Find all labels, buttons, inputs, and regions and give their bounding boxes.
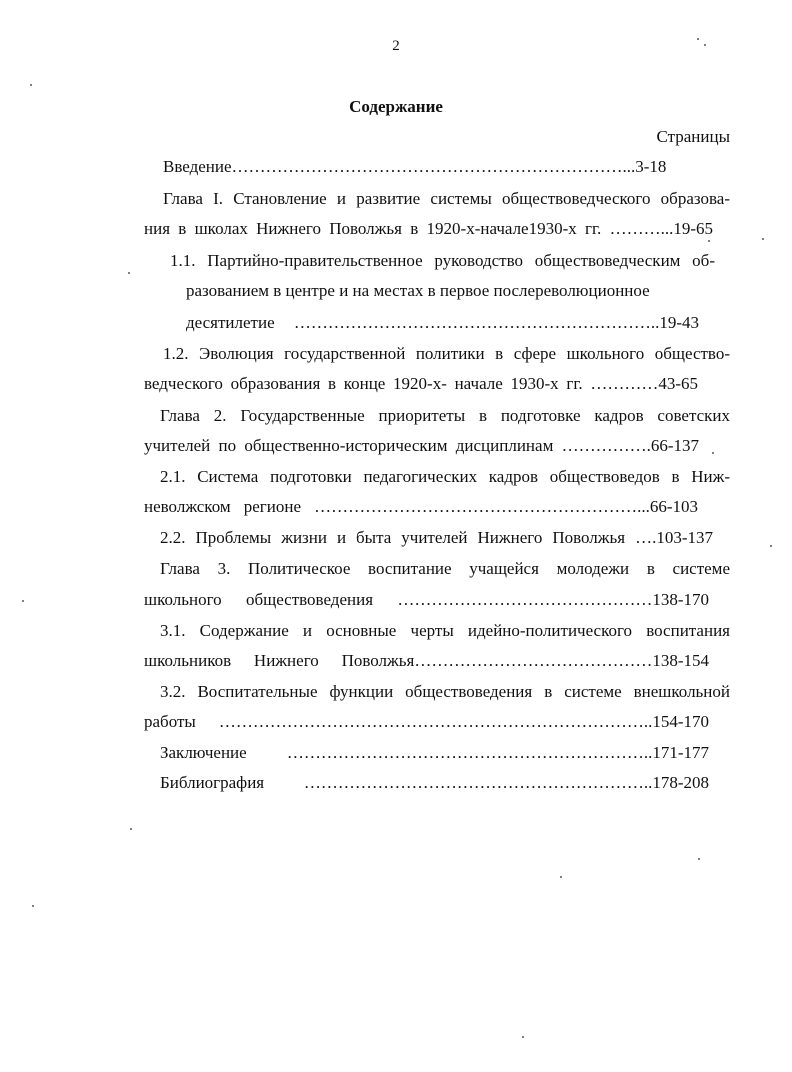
page-number: 2 (392, 38, 400, 54)
scan-speck (560, 876, 562, 878)
toc-line: Глава 3. Политическое воспитание учащейся молодежи в системе (160, 559, 730, 578)
scan-speck (708, 240, 710, 242)
scan-speck (522, 1036, 524, 1038)
toc-line: 3.2. Воспитательные функции обществоведения в системе внешкольной (160, 682, 730, 701)
toc-line: школьного обществоведения ………………………………………138-170 (144, 590, 709, 609)
scan-speck (128, 272, 130, 274)
toc-line: Введение……………………………………………………………...3-18 (163, 157, 667, 176)
toc-line: работы …………………………………………………………………..154-170 (144, 712, 709, 731)
scan-speck (698, 858, 700, 860)
scan-speck (762, 238, 764, 240)
toc-line: 3.1. Содержание и основные черты идейно-политического воспитания (160, 621, 730, 640)
toc-title: Содержание (349, 97, 443, 116)
toc-line: Заключение ………………………………………………………..171-177 (160, 743, 709, 762)
toc-line: ния в школах Нижнего Поволжья в 1920-х-начале1930-х гг. ………...19-65 (144, 219, 713, 238)
scan-speck (697, 38, 699, 40)
scan-speck (712, 452, 714, 454)
toc-line: 2.1. Система подготовки педагогических кадров обществоведов в Ниж- (160, 467, 730, 486)
toc-line: разованием в центре и на местах в первое послереволюционное (186, 281, 650, 300)
toc-line: 1.1. Партийно-правительственное руководство обществоведческим об- (170, 251, 715, 270)
scan-speck (770, 545, 772, 547)
scan-speck (130, 828, 132, 830)
toc-line: учителей по общественно-историческим дисциплинам …………….66-137 (144, 436, 699, 455)
toc-line: Глава 2. Государственные приоритеты в подготовке кадров советских (160, 406, 730, 425)
scan-speck (30, 84, 32, 86)
pages-column-label: Страницы (656, 127, 730, 146)
toc-line: ведческого образования в конце 1920-х- начале 1930-х гг. …………43-65 (144, 374, 698, 393)
toc-line: 1.2. Эволюция государственной политики в сфере школьного общество- (163, 344, 730, 363)
toc-line: Библиография ……………………………………………………..178-208 (160, 773, 709, 792)
toc-line: школьников Нижнего Поволжья……………………………………138-154 (144, 651, 709, 670)
toc-line: десятилетие ………………………………………………………..19-43 (186, 313, 699, 332)
toc-line: неволжском регионе …………………………………………………...66-103 (144, 497, 698, 516)
scan-speck (22, 600, 24, 602)
scan-speck (32, 905, 34, 907)
scan-speck (704, 44, 706, 46)
toc-line: Глава I. Становление и развитие системы обществоведческого образова- (163, 189, 730, 208)
toc-line: 2.2. Проблемы жизни и быта учителей Нижнего Поволжья ….103-137 (160, 528, 713, 547)
